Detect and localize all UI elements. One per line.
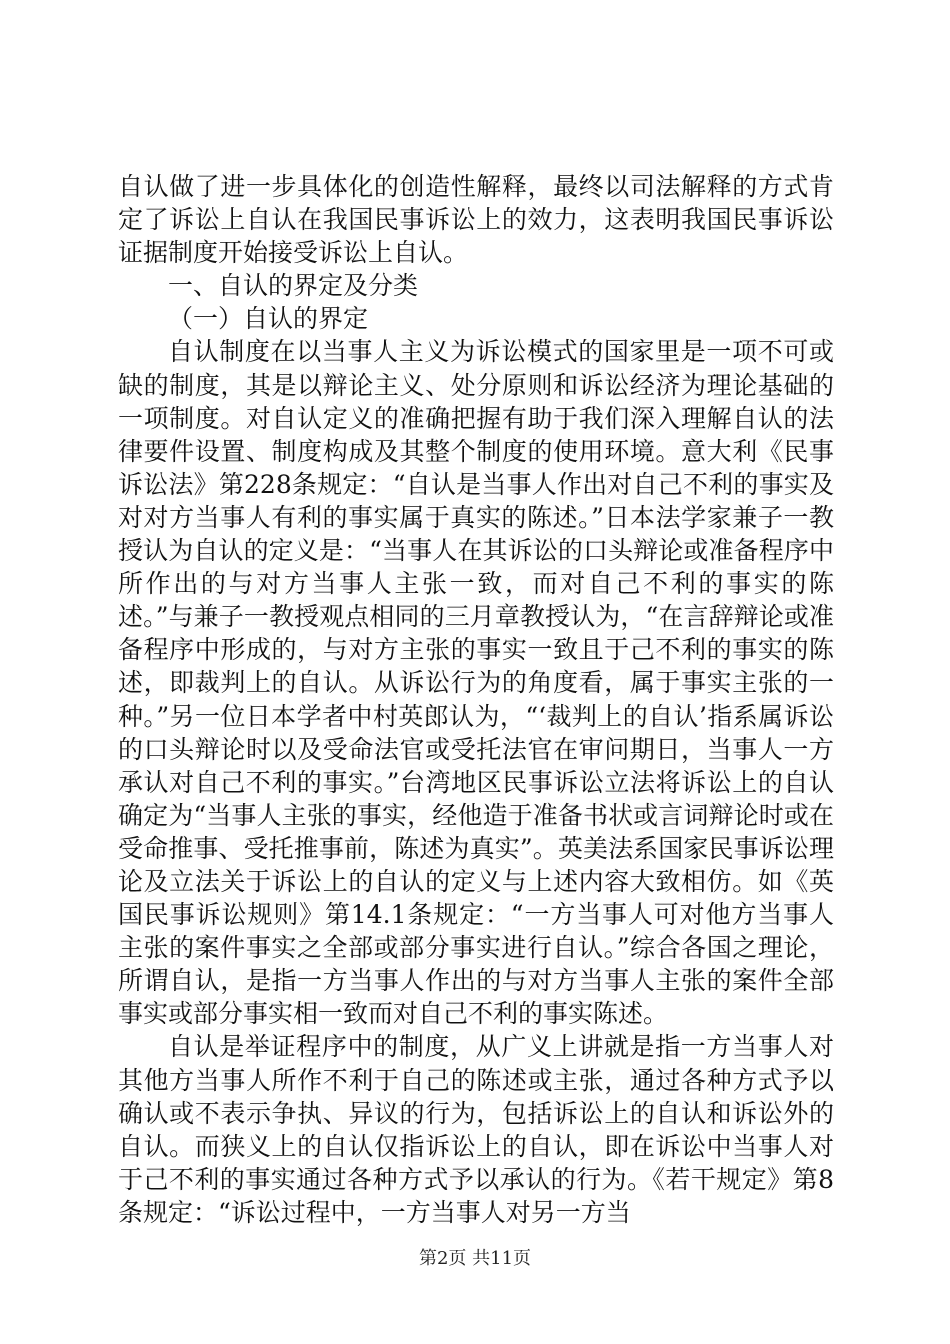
paragraph-scope: 自认是举证程序中的制度，从广义上讲就是指一方当事人对其他方当事人所作不利于自己的陈述或主张，通过各种方式予以确认或不表示争执、异议的行为，包括诉讼上的自认和诉讼外的自认。而狭义上的自认仅指诉讼上的自认，即在诉讼中当事人对于己不利的事实通过各种方式予以承认的行为。《若干规定》第8条规定：“诉讼过程中，一方当事人对另一方当	[118, 1032, 834, 1227]
page-number-footer: 第2页 共11页	[418, 1248, 532, 1269]
document-body	[118, 170, 834, 1229]
subsection-heading: （一）自认的界定	[168, 304, 369, 334]
paragraph-continuation: 自认做了进一步具体化的创造性解释，最终以司法解释的方式肯定了诉讼上自认在我国民事诉讼上的效力，这表明我国民事诉讼证据制度开始接受诉讼上自认。	[118, 172, 834, 268]
paragraph-definition: 自认制度在以当事人主义为诉讼模式的国家里是一项不可或缺的制度，其是以辩论主义、处分原则和诉讼经济为理论基础的一项制度。对自认定义的准确把握有助于我们深入理解自认的法律要件设置、制度构成及其整个制度的使用环境。意大利《民事诉讼法》第228条规定：“自认是当事人作出对自己不利的事实及对对方当事人有利的事实属于真实的陈述。”日本法学家兼子一教授认为自认的定义是：“当事人在其诉讼的口头辩论或准备程序中所作出的与对方当事人主张一致，而对自己不利的事实的陈述。”与兼子一教授观点相同的三月章教授认为，“在言辞辩论或准备程序中形成的，与对方主张的事实一致且于己不利的事实的陈述，即裁判上的自认。从诉讼行为的角度看，属于事实主张的一种。”另一位日本学者中村英郎认为，“‘裁判上的自认’指系属诉讼的口头辩论时以及受命法官或受托法官在审问期日，当事人一方承认对自己不利的事实。”台湾地区民事诉讼立法将诉讼上的自认确定为“当事人主张的事实，经他造于准备书状或言词辩论时或在受命推事、受托推事前，陈述为真实”。英美法系国家民事诉讼理论及立法关于诉讼上的自认的定义与上述内容大致相仿。如《英国民事诉讼规则》第14.1条规定：“一方当事人可对他方当事人主张的案件事实之全部或部分事实进行自认。”综合各国之理论，所谓自认，是指一方当事人作出的与对方当事人主张的案件全部事实或部分事实相一致而对自己不利的事实陈述。	[118, 337, 834, 1029]
section-heading: 一、自认的界定及分类	[168, 271, 419, 301]
